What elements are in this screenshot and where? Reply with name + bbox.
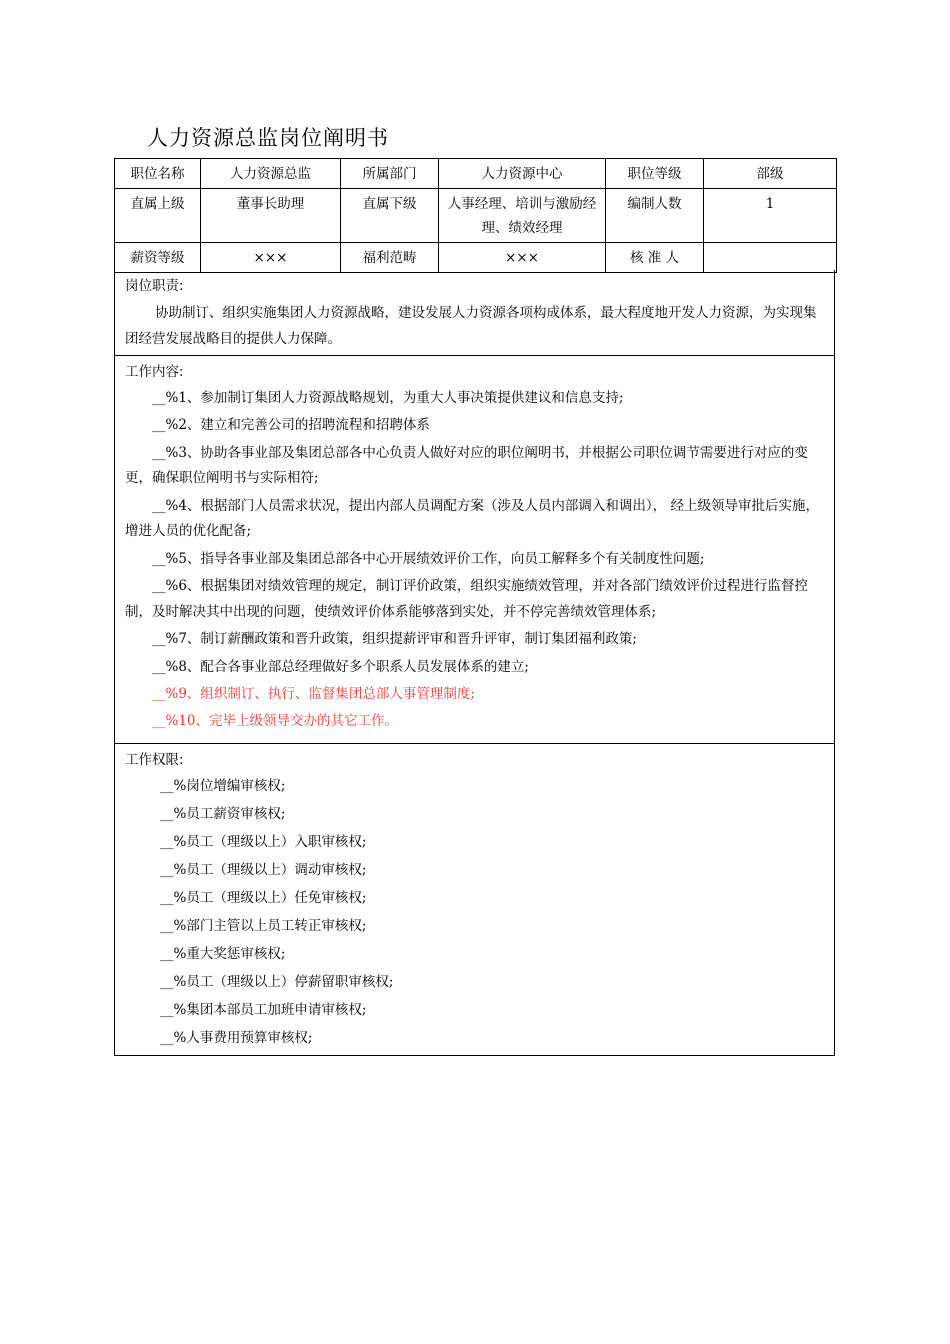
table-cell: 所属部门 [341,159,439,189]
table-cell: 福利范畴 [341,243,439,273]
table-cell: 董事长助理 [201,189,341,243]
table-cell: 部级 [704,159,837,189]
list-item: __%岗位增编审核权; [160,778,286,794]
duty-text: 协助制订、组织实施集团人力资源战略，建设发展人力资源各项构成体系，最大程度地开发人力资源，为实现集团经营发展战略目的提供人力保障。 [125,305,817,347]
table-cell: 职位等级 [606,159,704,189]
duty-title: 岗位职责: [125,278,184,294]
list-item: __%3、协助各事业部及集团总部各中心负责人做好对应的职位阐明书，并根据公司职位调节需要进行对应的变更，确保职位阐明书与实际相符; [125,444,808,487]
table-cell: ××× [201,243,341,273]
table-row [115,189,837,243]
table-cell: 1 [704,189,837,243]
list-item-highlighted: __%9、组织制订、执行、监督集团总部人事管理制度; [152,685,475,702]
list-item: __%2、建立和完善公司的招聘流程和招聘体系 [152,417,430,434]
list-item: __%7、制订薪酬政策和晋升政策，组织提薪评审和晋升评审，制订集团福利政策; [152,631,637,648]
table-cell: 职位名称 [115,159,201,189]
list-item: __%8、配合各事业部总经理做好多个职系人员发展体系的建立; [152,658,529,675]
authority-section [114,744,835,1056]
authority-title: 工作权限: [125,752,184,768]
list-item: __%5、指导各事业部及集团总部各中心开展绩效评价工作，向员工解释多个有关制度性问题; [152,550,705,567]
list-item: __%员工（理级以上）调动审核权; [160,861,367,878]
table-cell: 人力资源总监 [201,159,341,189]
position-info-table [114,158,837,273]
table-cell: ××× [439,243,606,273]
table-cell [704,243,837,273]
list-item: __%人事费用预算审核权; [160,1029,313,1046]
list-item: __%员工（理级以上）停薪留职审核权; [160,973,394,990]
list-item: __%员工薪资审核权; [160,805,286,822]
duty-section [114,270,835,356]
table-cell: 直属上级 [115,189,201,243]
table-cell: 核 准 人 [606,243,704,273]
list-item: __%重大奖惩审核权; [160,945,286,962]
list-item: __%员工（理级以上）任免审核权; [160,889,367,906]
table-cell: 薪资等级 [115,243,201,273]
page-title: 人力资源总监岗位阐明书 [147,126,389,150]
table-cell: 人事经理、培训与激励经理、绩效经理 [439,189,606,243]
list-item: __%1、参加制订集团人力资源战略规划，为重大人事决策提供建议和信息支持; [152,390,624,406]
list-item: __%员工（理级以上）入职审核权; [160,833,367,850]
table-row [115,243,837,273]
list-item: __%6、根据集团对绩效管理的规定，制订评价政策，组织实施绩效管理，并对各部门绩效评价过程进行监督控制，及时解决其中出现的问题，使绩效评价体系能够落到实处，并不停完善绩效管理体系; [125,578,808,620]
table-cell: 编制人数 [606,189,704,243]
list-item: __%集团本部员工加班申请审核权; [160,1001,367,1018]
list-item: __%4、根据部门人员需求状况，提出内部人员调配方案（涉及人员内部调入和调出）， 经上级领导审批后实施，增进人员的优化配备; [125,497,819,540]
table-row [115,159,837,189]
table-cell: 直属下级 [341,189,439,243]
table-cell: 人力资源中心 [439,159,606,189]
list-item-highlighted: __%10、完毕上级领导交办的其它工作。 [152,713,399,730]
work-content-section [114,356,835,744]
list-item: __%部门主管以上员工转正审核权; [160,917,367,934]
work-content-title: 工作内容: [125,364,184,380]
